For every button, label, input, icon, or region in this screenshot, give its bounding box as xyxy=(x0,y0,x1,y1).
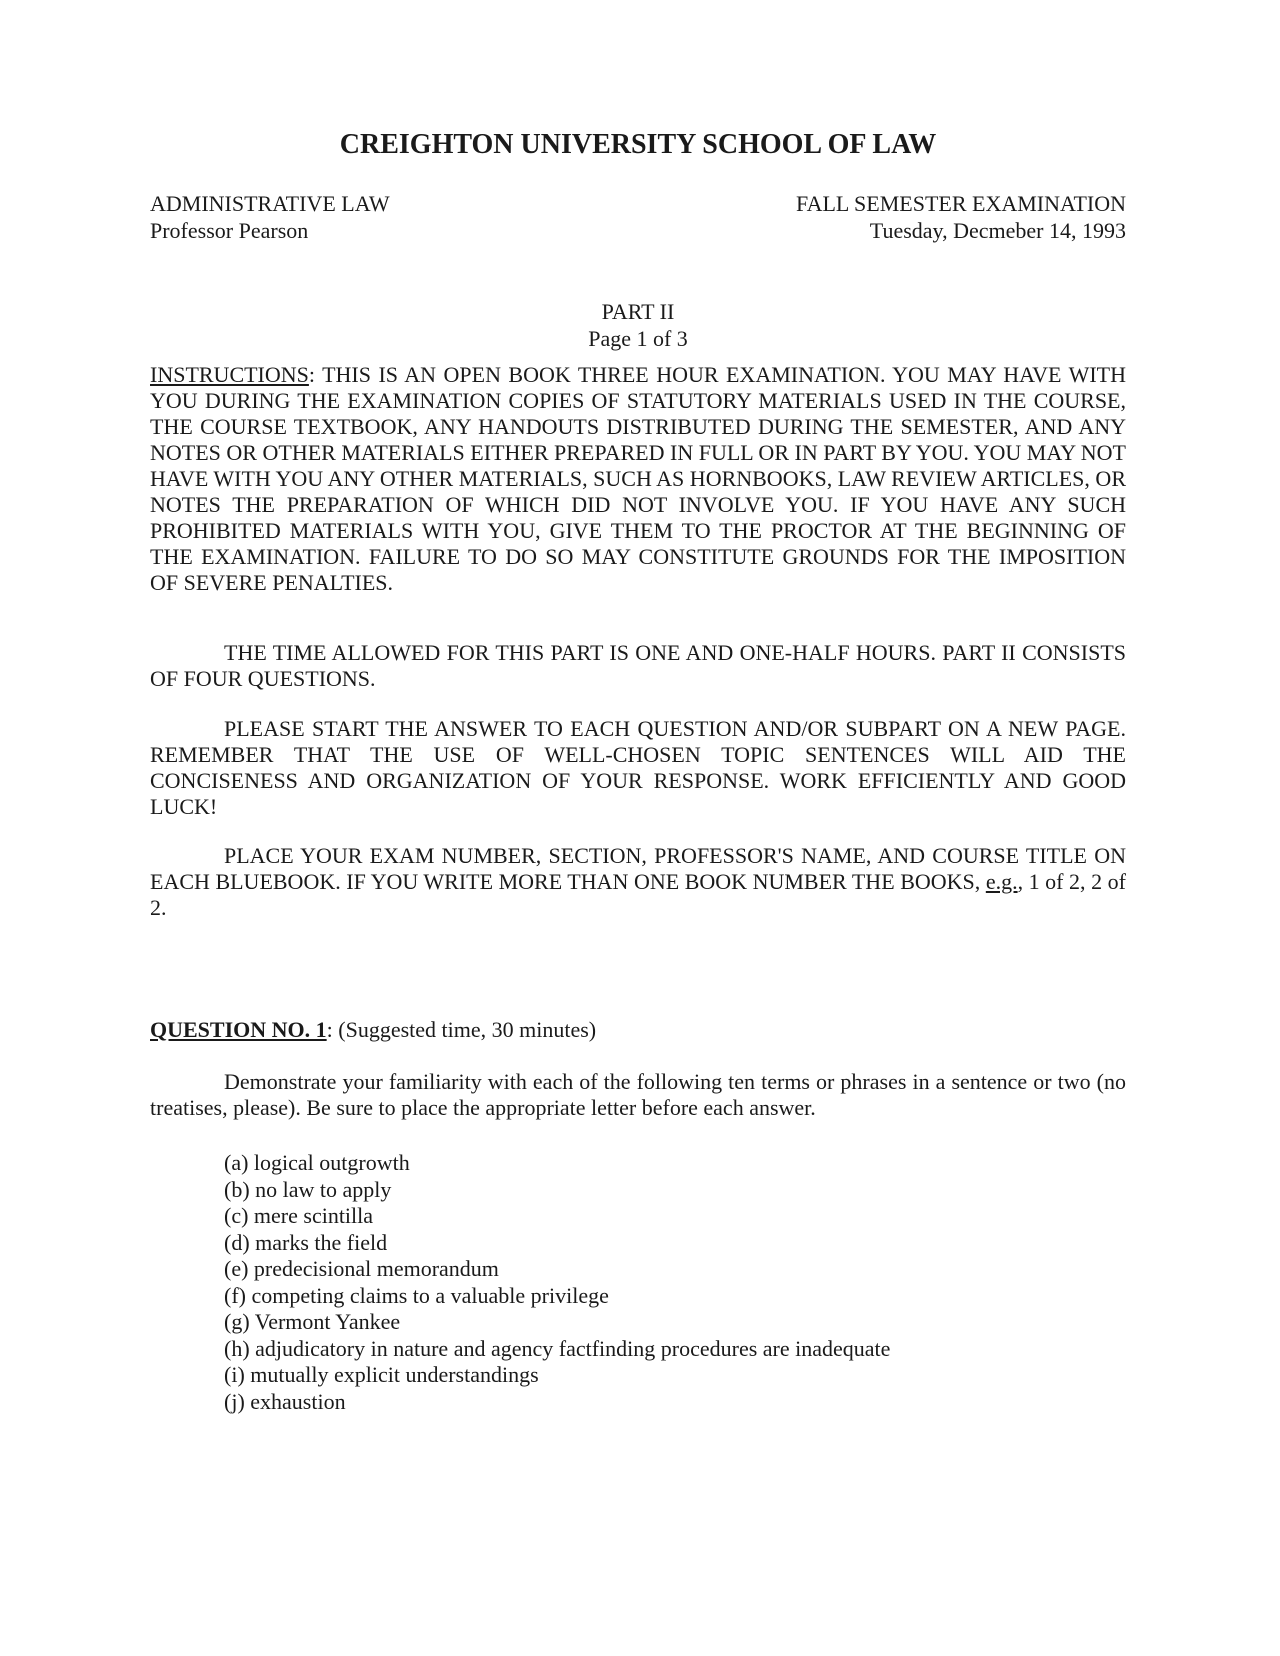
page-number: Page 1 of 3 xyxy=(588,326,688,351)
question-1-prompt: Demonstrate your familiarity with each of the following ten terms or phrases in a sentence or two (no treatises, please). Be sure to place the appropriate letter before each answer. xyxy=(150,1069,1126,1120)
list-item: (g) Vermont Yankee xyxy=(224,1309,401,1334)
bluebook-paragraph xyxy=(150,843,1126,921)
professor-name: Professor Pearson xyxy=(150,218,309,243)
list-item: (i) mutually explicit understandings xyxy=(224,1362,539,1387)
list-item: (j) exhaustion xyxy=(224,1388,346,1414)
list-item: (e) predecisional memorandum xyxy=(224,1256,499,1281)
exam-date: Tuesday, Decmeber 14, 1993 xyxy=(869,218,1126,243)
document-title: CREIGHTON UNIVERSITY SCHOOL OF LAW xyxy=(339,129,937,160)
question-1-time: : (Suggested time, 30 minutes) xyxy=(326,1017,597,1042)
terms-list xyxy=(224,1150,890,1415)
header-left xyxy=(150,191,390,245)
question-1-label: QUESTION NO. 1 xyxy=(150,1017,327,1042)
instructions-paragraph xyxy=(150,362,1126,596)
bluebook-eg: e.g. xyxy=(985,869,1018,894)
list-item: (d) marks the field xyxy=(224,1229,388,1255)
list-item: (b) no law to apply xyxy=(224,1176,392,1202)
time-paragraph: THE TIME ALLOWED FOR THIS PART IS ONE AND ONE-HALF HOURS. PART II CONSISTS OF FOUR QUESTIONS. xyxy=(150,640,1126,691)
question-1-heading xyxy=(150,1017,1126,1043)
part-heading xyxy=(150,299,1126,353)
start-paragraph: PLEASE START THE ANSWER TO EACH QUESTION AND/OR SUBPART ON A NEW PAGE. REMEMBER THAT THE USE OF WELL-CHOSEN TOPIC SENTENCES WILL AID THE CONCISENESS AND ORGANIZATION OF YOUR RESPONSE. WORK EFFICIENTLY AND GOOD LUCK! xyxy=(150,716,1126,819)
part-label: PART II xyxy=(601,299,675,324)
list-item: (c) mere scintilla xyxy=(224,1203,374,1228)
bluebook-text-b: , 1 of 2, 2 of 2. xyxy=(150,869,1126,920)
instructions-text: : THIS IS AN OPEN BOOK THREE HOUR EXAMINATION. YOU MAY HAVE WITH YOU DURING THE EXAMINATION COPIES OF STATUTORY MATERIALS USED IN THE COURSE, THE COURSE TEXTBOOK, ANY HANDOUTS DISTRIBUTED DURING THE SEMESTER, AND ANY NOTES OR OTHER MATERIALS EITHER PREPARED IN FULL OR IN PART BY YOU. YOU MAY NOT HAVE WITH YOU ANY OTHER MATERIALS, SUCH AS HORNBOOKS, LAW REVIEW ARTICLES, OR NOTES THE PREPARATION OF WHICH DID NOT INVOLVE YOU. IF YOU HAVE ANY SUCH PROHIBITED MATERIALS WITH YOU, GIVE THEM TO THE PROCTOR AT THE BEGINNING OF THE EXAMINATION. FAILURE TO DO SO MAY CONSTITUTE GROUNDS FOR THE IMPOSITION OF SEVERE PENALTIES. xyxy=(150,362,1126,595)
list-item: (a) logical outgrowth xyxy=(224,1150,410,1175)
course-name: ADMINISTRATIVE LAW xyxy=(150,191,390,216)
instructions-label: INSTRUCTIONS xyxy=(150,362,309,387)
bluebook-text-a: PLACE YOUR EXAM NUMBER, SECTION, PROFESSOR'S NAME, AND COURSE TITLE ON EACH BLUEBOOK. IF YOU WRITE MORE THAN ONE BOOK NUMBER THE BOOKS, xyxy=(150,843,1126,894)
header-right xyxy=(796,191,1126,245)
list-item: (h) adjudicatory in nature and agency factfinding procedures are inadequate xyxy=(224,1335,891,1361)
list-item: (f) competing claims to a valuable privilege xyxy=(224,1282,609,1308)
exam-name: FALL SEMESTER EXAMINATION xyxy=(796,191,1126,216)
